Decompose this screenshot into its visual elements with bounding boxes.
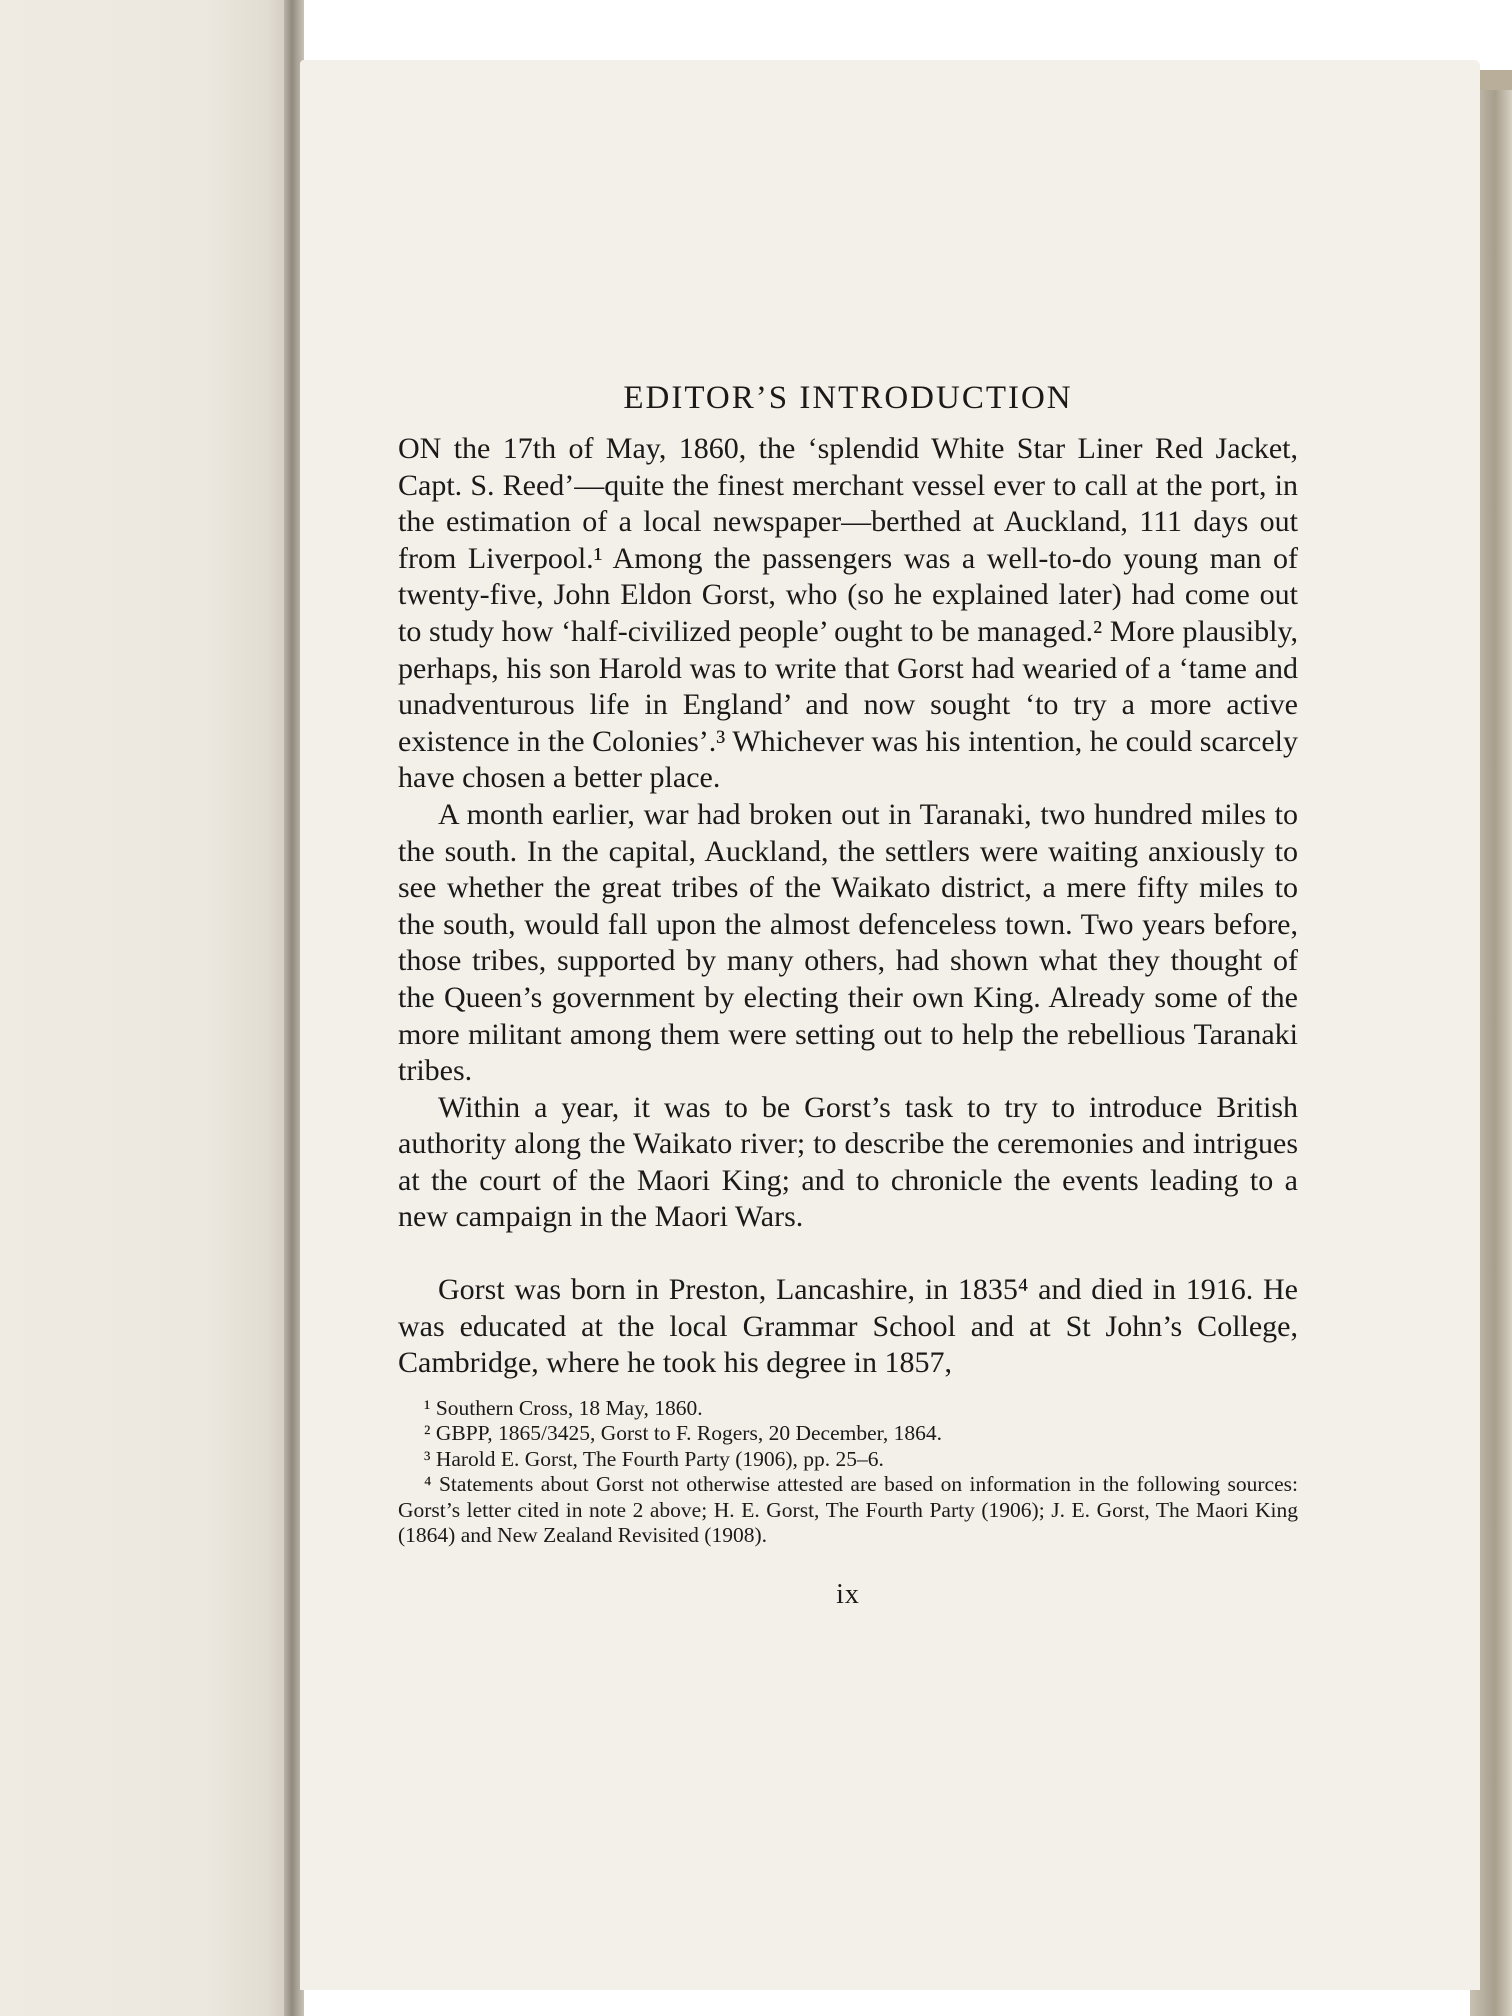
paragraph: Within a year, it was to be Gorst’s task to try to introduce British authority along the Waikato river; to describe the ceremonies and intrigues at the court of the Maori King; and to chronicle the events leading to a new campaign in the Maori Wars.: [398, 1090, 1298, 1234]
footnote: ³ Harold E. Gorst, The Fourth Party (1906), pp. 25–6.: [424, 1446, 884, 1471]
footnotes: [398, 1396, 1298, 1549]
page-number: ix: [836, 1578, 860, 1610]
chapter-title: EDITOR’S INTRODUCTION: [623, 380, 1073, 416]
paragraph: ON the 17th of May, 1860, the ‘splendid White Star Liner Red Jacket, Capt. S. Reed’—quite the finest merchant vessel ever to call at the port, in the estimation of a local newspaper—berthed at Auckland, 111 days out from Liverpool.¹ Among the passengers was a well-to-do young man of twenty-five, John Eldon Gorst, who (so he explained later) had come out to study how ‘half-civilized people’ ought to be managed.² More plausibly, perhaps, his son Harold was to write that Gorst had wearied of a ‘tame and unadventurous life in England’ and now sought ‘to try a more active existence in the Colonies’.³ Whichever was his intention, he could scarcely have chosen a better place.: [398, 432, 1298, 795]
section-gap: [398, 1236, 1298, 1272]
paragraph: Gorst was born in Preston, Lancashire, in 1835⁴ and died in 1916. He was educated at the local Grammar School and at St John’s College, Cambridge, where he took his degree in 1857,: [398, 1273, 1298, 1380]
footnote: ⁴ Statements about Gorst not otherwise attested are based on information in the following sources: Gorst’s letter cited in note 2 above; H. E. Gorst, The Fourth Party (1906); J. E. Gorst, The Maori King (1864) and New Zealand Revisited (1908).: [398, 1472, 1298, 1548]
paragraph: A month earlier, war had broken out in Taranaki, two hundred miles to the south. In the capital, Auckland, the settlers were waiting anxiously to see whether the great tribes of the Waikato district, a mere fifty miles to the south, would fall upon the almost defenceless town. Two years before, those tribes, supported by many others, had shown what they thought of the Queen’s government by electing their own King. Already some of the more militant among them were setting out to help the rebellious Taranaki tribes.: [398, 797, 1298, 1088]
footnote: ² GBPP, 1865/3425, Gorst to F. Rogers, 20 December, 1864.: [424, 1421, 943, 1446]
footnote: ¹ Southern Cross, 18 May, 1860.: [424, 1395, 703, 1420]
left-page: [0, 0, 290, 2016]
page-text: [398, 380, 1298, 1611]
